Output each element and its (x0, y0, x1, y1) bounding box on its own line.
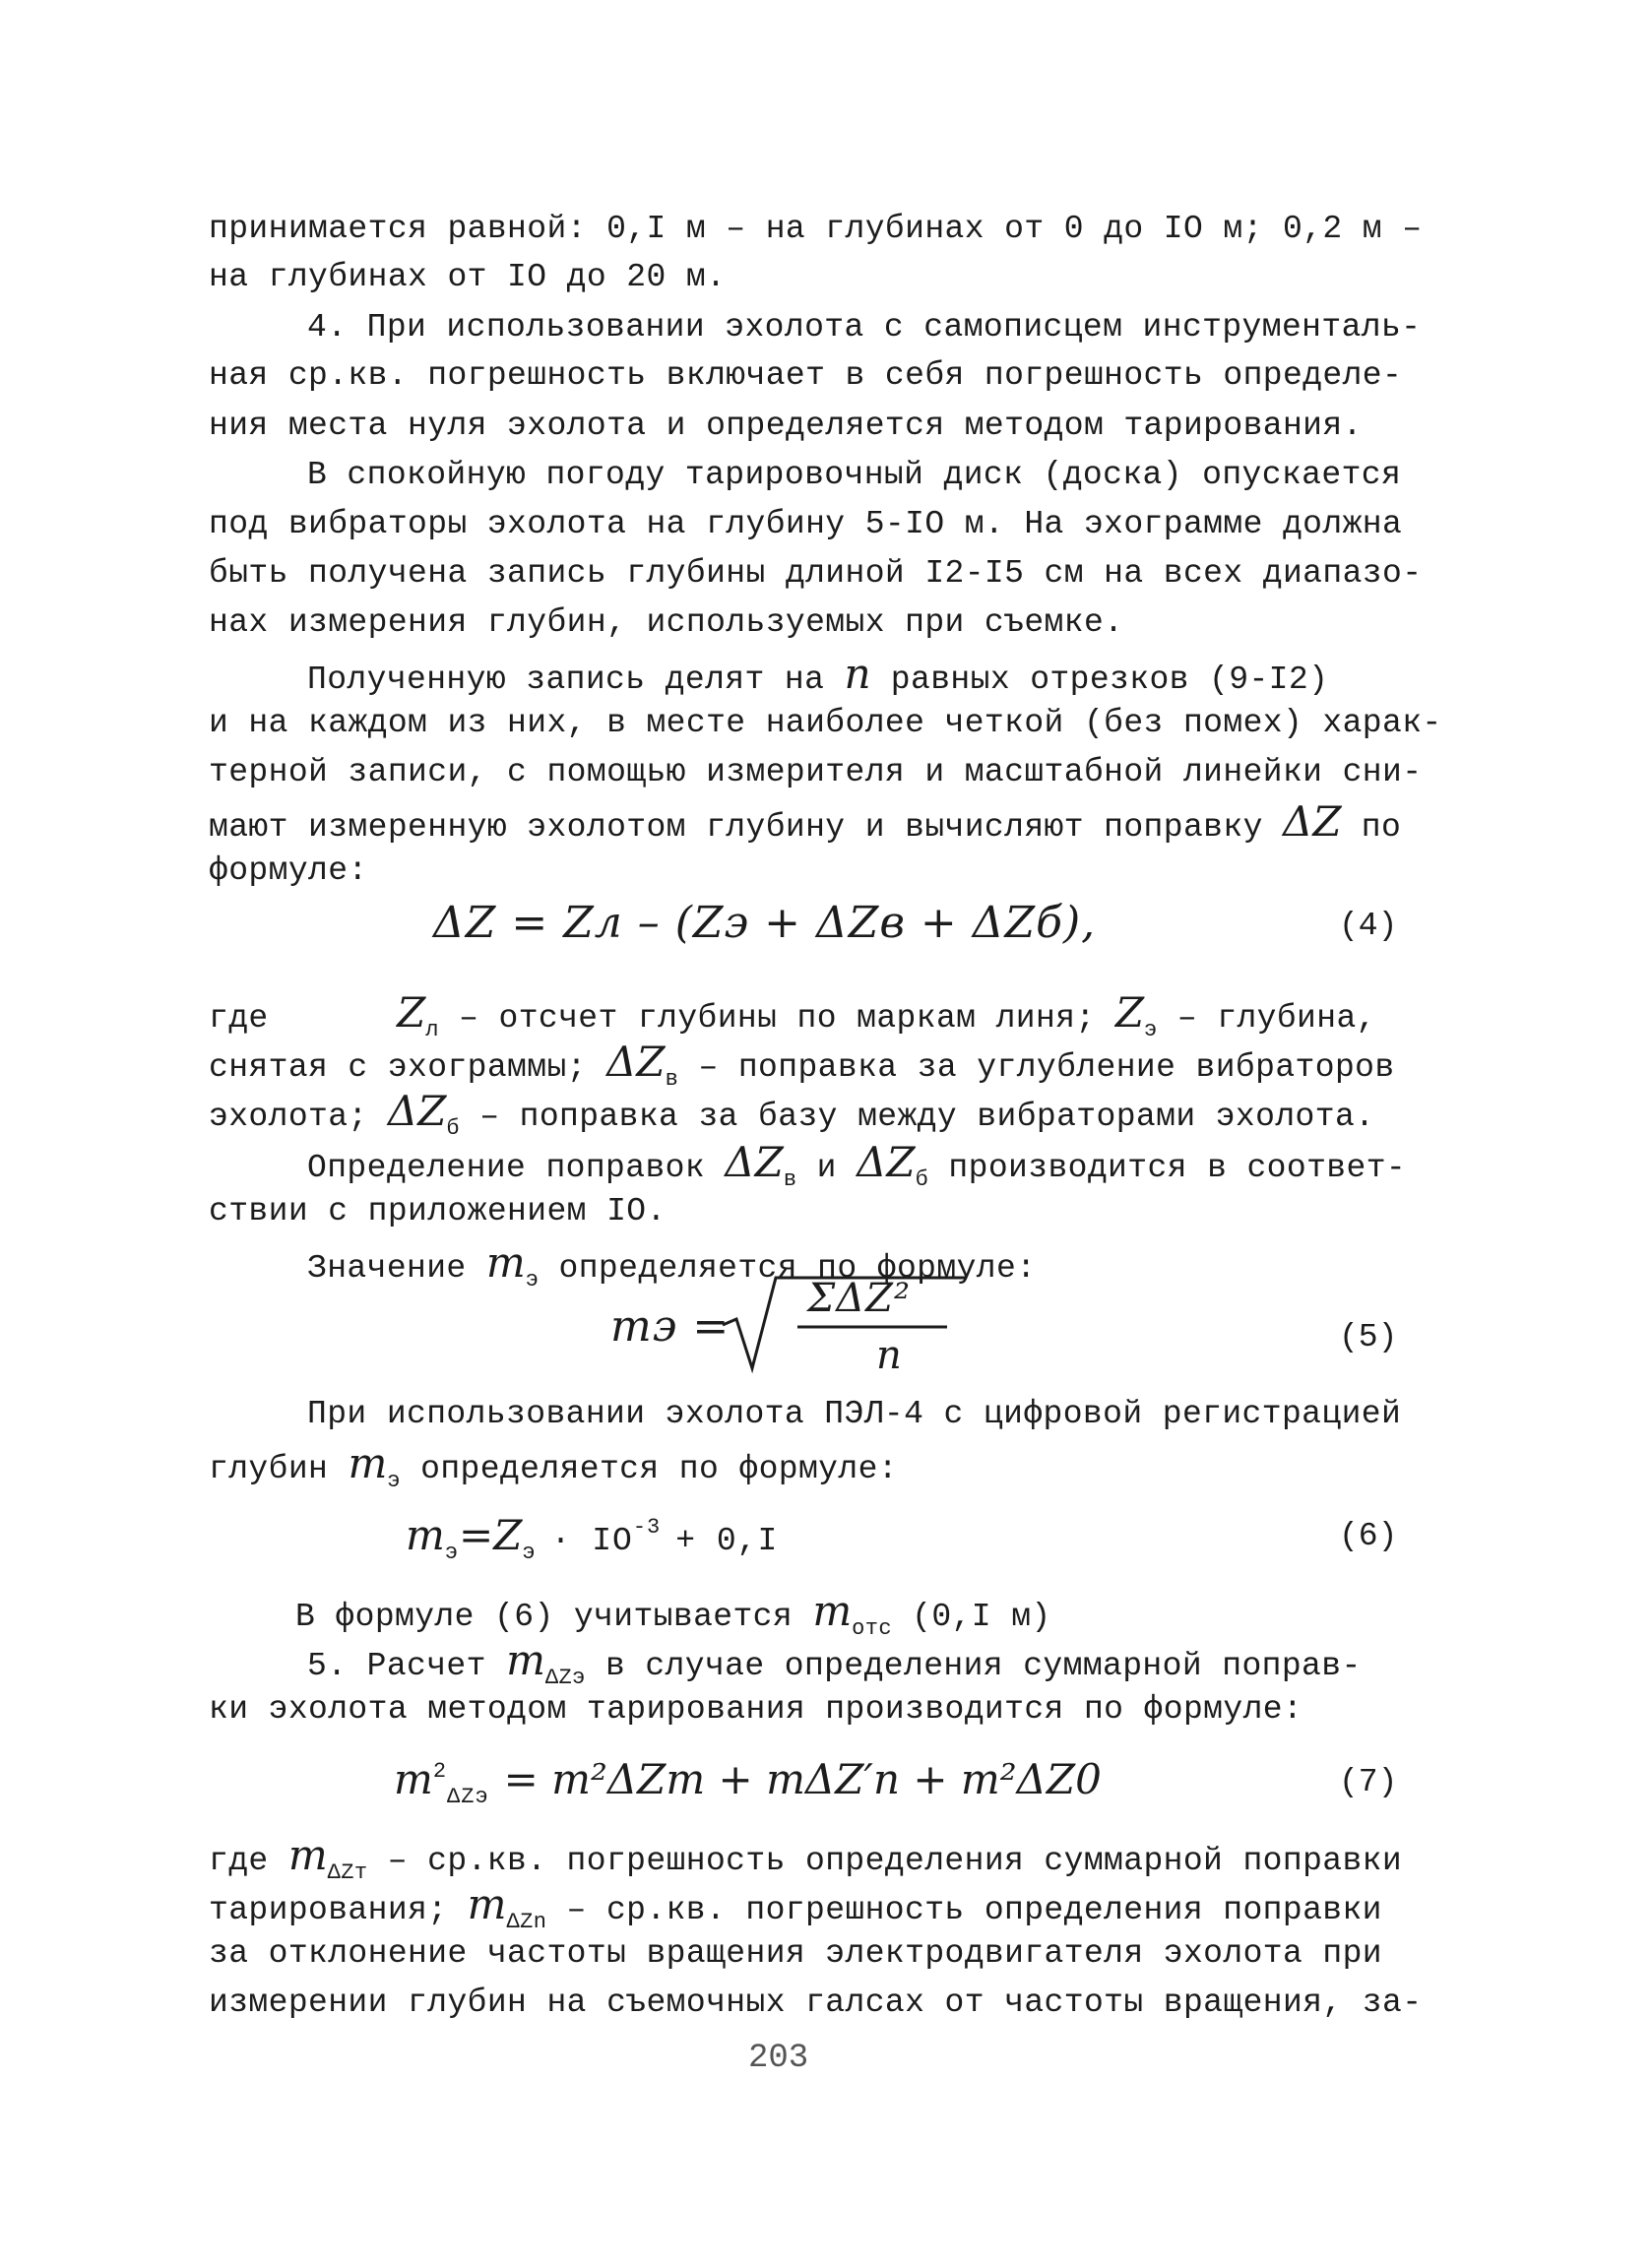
text-line: ки эхолота методом тарирования производится по формуле: (209, 1691, 1303, 1728)
formula-4: ΔZ = Zл – (Zэ + ΔZв + ΔZб), (433, 898, 1097, 948)
text-fragment: Значение (307, 1250, 467, 1287)
text-line: под вибраторы эхолота на глубину 5-IO м. На эхограмме должна (209, 506, 1403, 542)
subscript: э (387, 1469, 401, 1493)
text-fragment: тарирования; (209, 1892, 448, 1928)
symbol-z: Z (397, 988, 426, 1037)
text-fragment: – отсчет глубины по маркам линя; (459, 1000, 1096, 1037)
symbol-m: m (287, 1831, 328, 1879)
symbol-m: m (485, 1238, 526, 1287)
equation-number: (6) (1339, 1518, 1398, 1554)
text-fragment: снятая с эхограммы; (209, 1049, 587, 1086)
text-fragment: – ср.кв. погрешность определения поправки (566, 1892, 1382, 1928)
text-line: измерении глубин на съемочных галсах от частоты вращения, за- (209, 1984, 1423, 2021)
symbol-z: Z (1114, 988, 1144, 1037)
symbol-m: m (467, 1880, 507, 1928)
text-fragment: – поправка за базу между вибраторами эхолота. (479, 1099, 1375, 1135)
text-line: ствии с приложением IO. (209, 1193, 667, 1229)
text-line: 4. При использовании эхолота с самописцем инструменталь- (307, 309, 1422, 346)
text-fragment: глубин (209, 1451, 329, 1487)
subscript: т (353, 1860, 368, 1885)
subscript: ΔZ (506, 1910, 534, 1934)
symbol-delta-z: ΔZ (387, 1087, 447, 1135)
text-line: за отклонение частоты вращения электродвигателя эхолота при (209, 1935, 1382, 1972)
equation-number: (7) (1339, 1764, 1398, 1800)
formula-6-factor: · IO (550, 1523, 633, 1559)
subscript: б (446, 1116, 460, 1141)
subscript: э (525, 1268, 540, 1292)
text-fragment: 5. Расчет (307, 1648, 486, 1684)
text-fragment: В формуле (6) учитывается (295, 1599, 794, 1635)
text-fragment: равных отрезков (9-I2) (890, 662, 1329, 698)
text-line (209, 650, 1587, 704)
symbol-m: m (812, 1587, 853, 1635)
text-fragment: где (209, 1843, 269, 1879)
superscript: 2 (432, 1759, 448, 1784)
text-line: ная ср.кв. погрешность включает в себя погрешность определе- (209, 357, 1403, 394)
symbol-m: m (506, 1636, 545, 1684)
formula-5-lhs: mэ = (610, 1301, 731, 1352)
formula-6: $m_э=Z_э \cdot IO^{-3} + 0,I$ (406, 1511, 779, 1565)
formula-5-denominator: n (876, 1333, 903, 1378)
text-fragment: определяется по формуле: (558, 1250, 1037, 1287)
symbol-m: m (406, 1511, 445, 1559)
text-line (209, 797, 1489, 851)
subscript: ΔZ (544, 1666, 573, 1690)
formula-6-tail: + 0,I (675, 1523, 779, 1559)
text-fragment: производится в соответ- (948, 1150, 1407, 1186)
subscript: отс (852, 1616, 892, 1641)
text-line: на глубинах от IO до 20 м. (209, 259, 727, 295)
text-line: ния места нуля эхолота и определяется методом тарирования. (209, 408, 1363, 444)
formula-7-rhs: = m²ΔZт + mΔZ′n + m²ΔZ0 (503, 1755, 1102, 1803)
equation-number: (4) (1339, 908, 1398, 944)
subscript: ΔZ (327, 1860, 354, 1885)
subscript: б (915, 1167, 929, 1192)
page-number: 203 (748, 2040, 809, 2077)
subscript: в (665, 1067, 679, 1092)
text-fragment: по (1361, 809, 1402, 846)
formula-5-numerator: ΣΔZ² (807, 1276, 911, 1321)
text-fragment: эхолота; (209, 1099, 368, 1135)
text-line: и на каждом из них, в месте наиболее четкой (без помех) харак- (209, 705, 1442, 741)
subscript: ΔZ (447, 1785, 476, 1809)
subscript: n (533, 1910, 547, 1934)
text-line: В спокойную погоду тарировочный диск (доска) опускается (307, 457, 1402, 493)
text-line: быть получена запись глубины длиной I2-I5 см на всех диапазо- (209, 555, 1423, 592)
subscript: э (444, 1541, 460, 1565)
text-fragment: и (816, 1150, 837, 1186)
subscript: э (522, 1541, 537, 1565)
symbol-delta-z: ΔZ (857, 1138, 916, 1186)
text-fragment: – поправка за углубление вибраторов (698, 1049, 1395, 1086)
subscript: э (572, 1666, 586, 1690)
text-line: При использовании эхолота ПЭЛ-4 с цифровой регистрацией (307, 1396, 1402, 1432)
symbol-delta-z: ΔZ (606, 1038, 666, 1086)
text-line: формуле: (209, 852, 368, 889)
symbol-m: m (394, 1755, 433, 1803)
text-fragment: в случае определения суммарной поправ- (604, 1648, 1362, 1684)
symbol-z: Z (493, 1511, 523, 1559)
symbol-delta-z: ΔZ (1283, 797, 1342, 846)
symbol-n: n (844, 650, 871, 698)
subscript: э (1144, 1018, 1158, 1042)
subscript: э (475, 1785, 489, 1809)
text-line (209, 1439, 1489, 1505)
equation-number: (5) (1339, 1319, 1398, 1355)
text-fragment: Определение поправок (307, 1150, 706, 1186)
subscript: в (783, 1167, 797, 1192)
text-line: принимается равной: 0,I м – на глубинах от 0 до IO м; 0,2 м – (209, 211, 1423, 247)
text-line: терной записи, с помощью измерителя и масштабной линейки сни- (209, 754, 1423, 790)
subscript: л (425, 1018, 439, 1042)
superscript: -3 (632, 1515, 662, 1540)
symbol-delta-z: ΔZ (725, 1138, 784, 1186)
text-fragment: – ср.кв. погрешность определения суммарной поправки (387, 1843, 1403, 1879)
text-fragment: (0,I м) (912, 1599, 1051, 1635)
text-fragment: где (209, 1000, 269, 1037)
text-line: нах измерения глубин, используемых при съемке. (209, 604, 1124, 641)
symbol-m: m (348, 1439, 388, 1487)
text-fragment: Полученную запись делят на (307, 662, 825, 698)
text-fragment: мают измеренную эхолотом глубину и вычисляют поправку (209, 809, 1263, 846)
text-fragment: определяется по формуле: (420, 1451, 898, 1487)
text-fragment: – глубина, (1176, 1000, 1376, 1037)
formula-7 (394, 1754, 1102, 1809)
